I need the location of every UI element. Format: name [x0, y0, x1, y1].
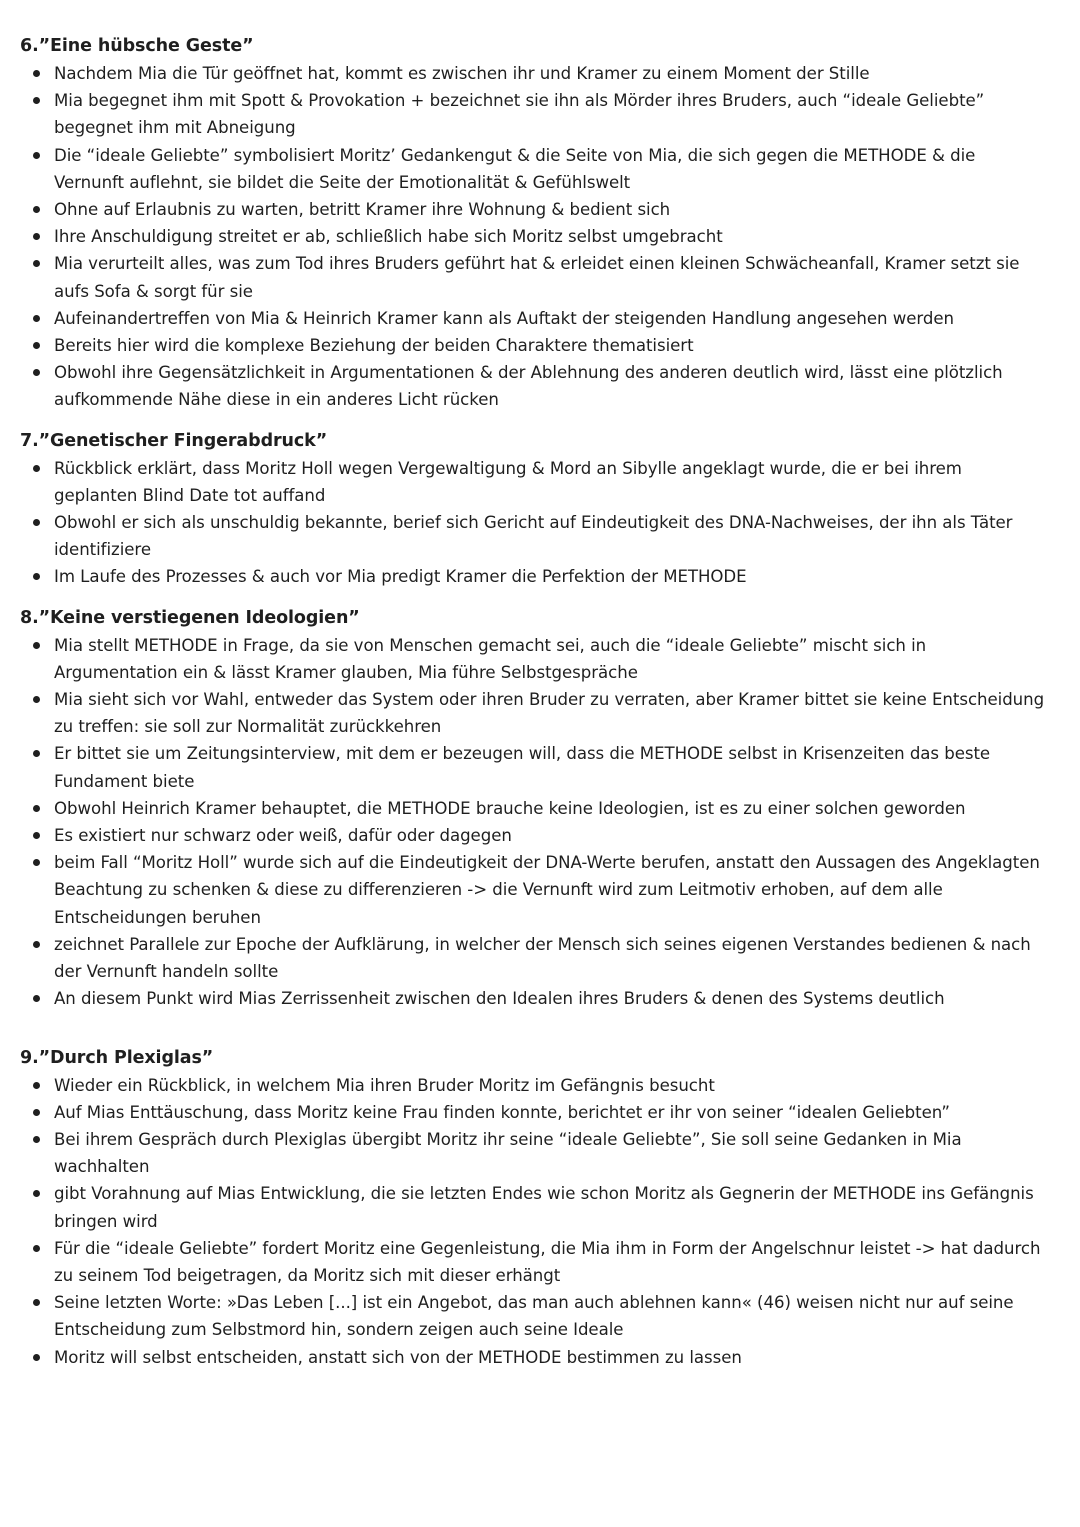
bullet-icon [33, 1354, 40, 1361]
list-item: Mia sieht sich vor Wahl, entweder das System oder ihren Bruder zu verraten, aber Kramer bittet sie keine Entscheidung zu treffen: sie soll zur Normalität zurückkehren [20, 686, 1050, 740]
list-item: Ohne auf Erlaubnis zu warten, betritt Kramer ihre Wohnung & bedient sich [20, 196, 1050, 223]
list-item: Mia verurteilt alles, was zum Tod ihres Bruders geführt hat & erleidet einen kleinen Schwächeanfall, Kramer setzt sie aufs Sofa & sorgt für sie [20, 250, 1050, 304]
bullet-icon [33, 260, 40, 267]
section-heading: 6.”Eine hübsche Geste” [20, 36, 254, 56]
section-9 [20, 1045, 1050, 1371]
bullet-icon [33, 995, 40, 1002]
bullet-icon [33, 70, 40, 77]
list-item: Nachdem Mia die Tür geöffnet hat, kommt es zwischen ihr und Kramer zu einem Moment der Stille [20, 60, 1050, 87]
section-heading: 8.”Keine verstiegenen Ideologien” [20, 607, 360, 628]
bullet-list [20, 632, 1050, 1013]
bullet-icon [33, 465, 40, 472]
bullet-icon [33, 642, 40, 649]
bullet-icon [33, 1082, 40, 1089]
bullet-icon [33, 152, 40, 159]
list-item: Bereits hier wird die komplexe Beziehung der beiden Charaktere thematisiert [20, 332, 1050, 359]
bullet-icon [33, 1136, 40, 1143]
list-item: Mia stellt METHODE in Frage, da sie von Menschen gemacht sei, auch die “ideale Geliebte” mischt sich in Argumentation ein & lässt Kramer glauben, Mia führe Selbstgespräche [20, 632, 1050, 686]
bullet-list [20, 455, 1050, 591]
list-item: Mia begegnet ihm mit Spott & Provokation + bezeichnet sie ihn als Mörder ihres Bruders, auch “ideale Geliebte” begegnet ihm mit Abneigung [20, 87, 1050, 141]
bullet-icon [33, 573, 40, 580]
list-item: Seine letzten Worte: »Das Leben [...] ist ein Angebot, das man auch ablehnen kann« (46) weisen nicht nur auf seine Entscheidung zum Selbstmord hin, sondern zeigen auch seine Ideale [20, 1289, 1050, 1343]
section-6 [20, 33, 1050, 414]
list-item: Rückblick erklärt, dass Moritz Holl wegen Vergewaltigung & Mord an Sibylle angeklagt wurde, die er bei ihrem geplanten Blind Date tot auffand [20, 455, 1050, 509]
list-item: Obwohl Heinrich Kramer behauptet, die METHODE brauche keine Ideologien, ist es zu einer solchen geworden [20, 795, 1050, 822]
list-item: Im Laufe des Prozesses & auch vor Mia predigt Kramer die Perfektion der METHODE [20, 563, 1050, 590]
list-item: Obwohl ihre Gegensätzlichkeit in Argumentationen & der Ablehnung des anderen deutlich wird, lässt eine plötzlich aufkommende Nähe diese in ein anderes Licht rücken [20, 359, 1050, 413]
section-8 [20, 605, 1050, 1013]
bullet-icon [33, 1245, 40, 1252]
bullet-icon [33, 859, 40, 866]
list-item: Wieder ein Rückblick, in welchem Mia ihren Bruder Moritz im Gefängnis besucht [20, 1072, 1050, 1099]
bullet-icon [33, 97, 40, 104]
list-item: Es existiert nur schwarz oder weiß, dafür oder dagegen [20, 822, 1050, 849]
list-item: Auf Mias Enttäuschung, dass Moritz keine Frau finden konnte, berichtet er ihr von seiner “idealen Geliebten” [20, 1099, 1050, 1126]
bullet-icon [33, 233, 40, 240]
section-7 [20, 428, 1050, 591]
bullet-icon [33, 750, 40, 757]
bullet-icon [33, 369, 40, 376]
list-item: Bei ihrem Gespräch durch Plexiglas übergibt Moritz ihr seine “ideale Geliebte”, Sie soll seine Gedanken in Mia wachhalten [20, 1126, 1050, 1180]
list-item: An diesem Punkt wird Mias Zerrissenheit zwischen den Idealen ihres Bruders & denen des Systems deutlich [20, 985, 1050, 1012]
bullet-icon [33, 1190, 40, 1197]
section-heading: 7.”Genetischer Fingerabdruck” [20, 430, 328, 451]
list-item: Aufeinandertreffen von Mia & Heinrich Kramer kann als Auftakt der steigenden Handlung angesehen werden [20, 305, 1050, 332]
bullet-icon [33, 832, 40, 839]
list-item: Moritz will selbst entscheiden, anstatt sich von der METHODE bestimmen zu lassen [20, 1344, 1050, 1371]
list-item: Die “ideale Geliebte” symbolisiert Moritz’ Gedankengut & die Seite von Mia, die sich gegen die METHODE & die Vernunft auflehnt, sie bildet die Seite der Emotionalität & Gefühlswelt [20, 142, 1050, 196]
bullet-list [20, 1072, 1050, 1371]
list-item: Er bittet sie um Zeitungsinterview, mit dem er bezeugen will, dass die METHODE selbst in Krisenzeiten das beste Fundament biete [20, 740, 1050, 794]
bullet-icon [33, 206, 40, 213]
bullet-icon [33, 941, 40, 948]
bullet-icon [33, 696, 40, 703]
list-item: beim Fall “Moritz Holl” wurde sich auf die Eindeutigkeit der DNA-Werte berufen, anstatt den Aussagen des Angeklagten Beachtung zu schenken & diese zu differenzieren -> die Vernunft wird zum Leitmotiv erhoben, auf dem alle Entscheidungen beruhen [20, 849, 1050, 931]
bullet-icon [33, 342, 40, 349]
bullet-icon [33, 315, 40, 322]
bullet-icon [33, 519, 40, 526]
bullet-list [20, 60, 1050, 414]
list-item: Für die “ideale Geliebte” fordert Moritz eine Gegenleistung, die Mia ihm in Form der Angelschnur leistet -> hat dadurch zu seinem Tod beigetragen, da Moritz sich mit dieser erhängt [20, 1235, 1050, 1289]
bullet-icon [33, 1299, 40, 1306]
list-item: Obwohl er sich als unschuldig bekannte, berief sich Gericht auf Eindeutigkeit des DNA-Nachweises, der ihn als Täter identifiziere [20, 509, 1050, 563]
list-item: Ihre Anschuldigung streitet er ab, schließlich habe sich Moritz selbst umgebracht [20, 223, 1050, 250]
list-item: zeichnet Parallele zur Epoche der Aufklärung, in welcher der Mensch sich seines eigenen Verstandes bedienen & nach der Vernunft handeln sollte [20, 931, 1050, 985]
list-item: gibt Vorahnung auf Mias Entwicklung, die sie letzten Endes wie schon Moritz als Gegnerin der METHODE ins Gefängnis bringen wird [20, 1180, 1050, 1234]
bullet-icon [33, 1109, 40, 1116]
section-heading: 9.”Durch Plexiglas” [20, 1047, 214, 1068]
bullet-icon [33, 805, 40, 812]
